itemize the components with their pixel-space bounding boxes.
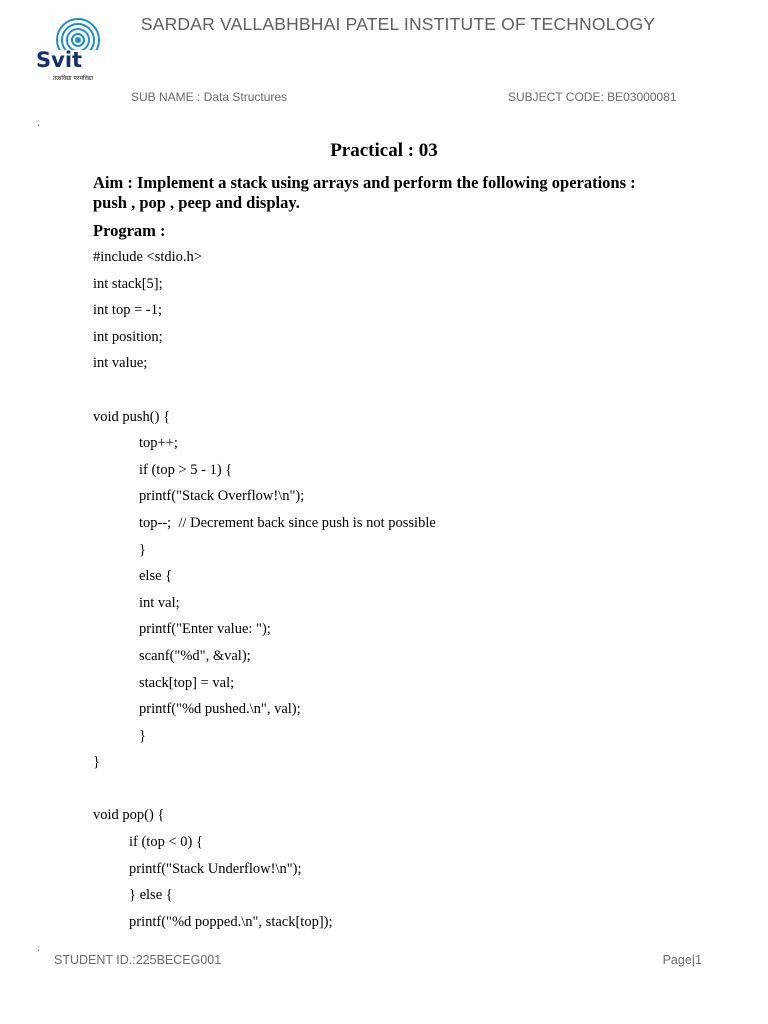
code-line: int val; [139,594,180,611]
code-line: void push() { [93,408,171,425]
code-line: printf("Stack Underflow!\n"); [129,860,302,877]
program-label: Program : [93,221,166,240]
code-line: top++; [139,435,178,452]
stray-mark-top: · [37,121,41,132]
code-line: else { [139,568,173,585]
code-line: } [139,541,146,558]
code-block [93,247,436,938]
code-line: int stack[5]; [93,275,163,292]
code-line [93,779,436,806]
code-line: if (top > 5 - 1) { [139,461,233,478]
code-line: void pop() { [93,807,165,824]
code-line: top--; // Decrement back since push is not possible [139,514,436,531]
page-number: Page|1 [662,953,702,967]
institute-name: SARDAR VALLABHBHAI PATEL INSTITUTE OF TECHNOLOGY [140,14,656,34]
code-line: } else { [129,887,173,904]
subject-code: SUBJECT CODE: BE03000081 [508,90,677,104]
student-id: STUDENT ID.:225BECEG001 [54,953,222,967]
code-line: scanf("%d", &val); [139,647,251,664]
code-line: int position; [93,328,163,345]
code-line: int value; [93,355,148,372]
aim-text: Aim : Implement a stack using arrays and perform the following operations : push , pop , peep and display. [93,173,636,212]
code-line: if (top < 0) { [129,834,203,851]
code-line: printf("%d pushed.\n", val); [139,701,301,718]
code-line: printf("Enter value: "); [139,621,271,638]
code-line: printf("%d popped.\n", stack[top]); [129,913,333,930]
subject-name: SUB NAME : Data Structures [131,90,288,104]
logo-tagline: तत्वविद्या परमविद्या [53,75,94,82]
logo-text: Svit [36,48,83,72]
code-line: int top = -1; [93,302,162,319]
stray-mark-bottom: · [37,946,41,957]
code-line: printf("Stack Overflow!\n"); [139,488,305,505]
code-line: } [93,754,100,771]
code-line: #include <stdio.h> [93,249,202,265]
code-line [93,380,436,407]
code-line: stack[top] = val; [139,674,235,691]
practical-title: Practical : 03 [330,140,438,161]
code-line: } [139,727,146,744]
